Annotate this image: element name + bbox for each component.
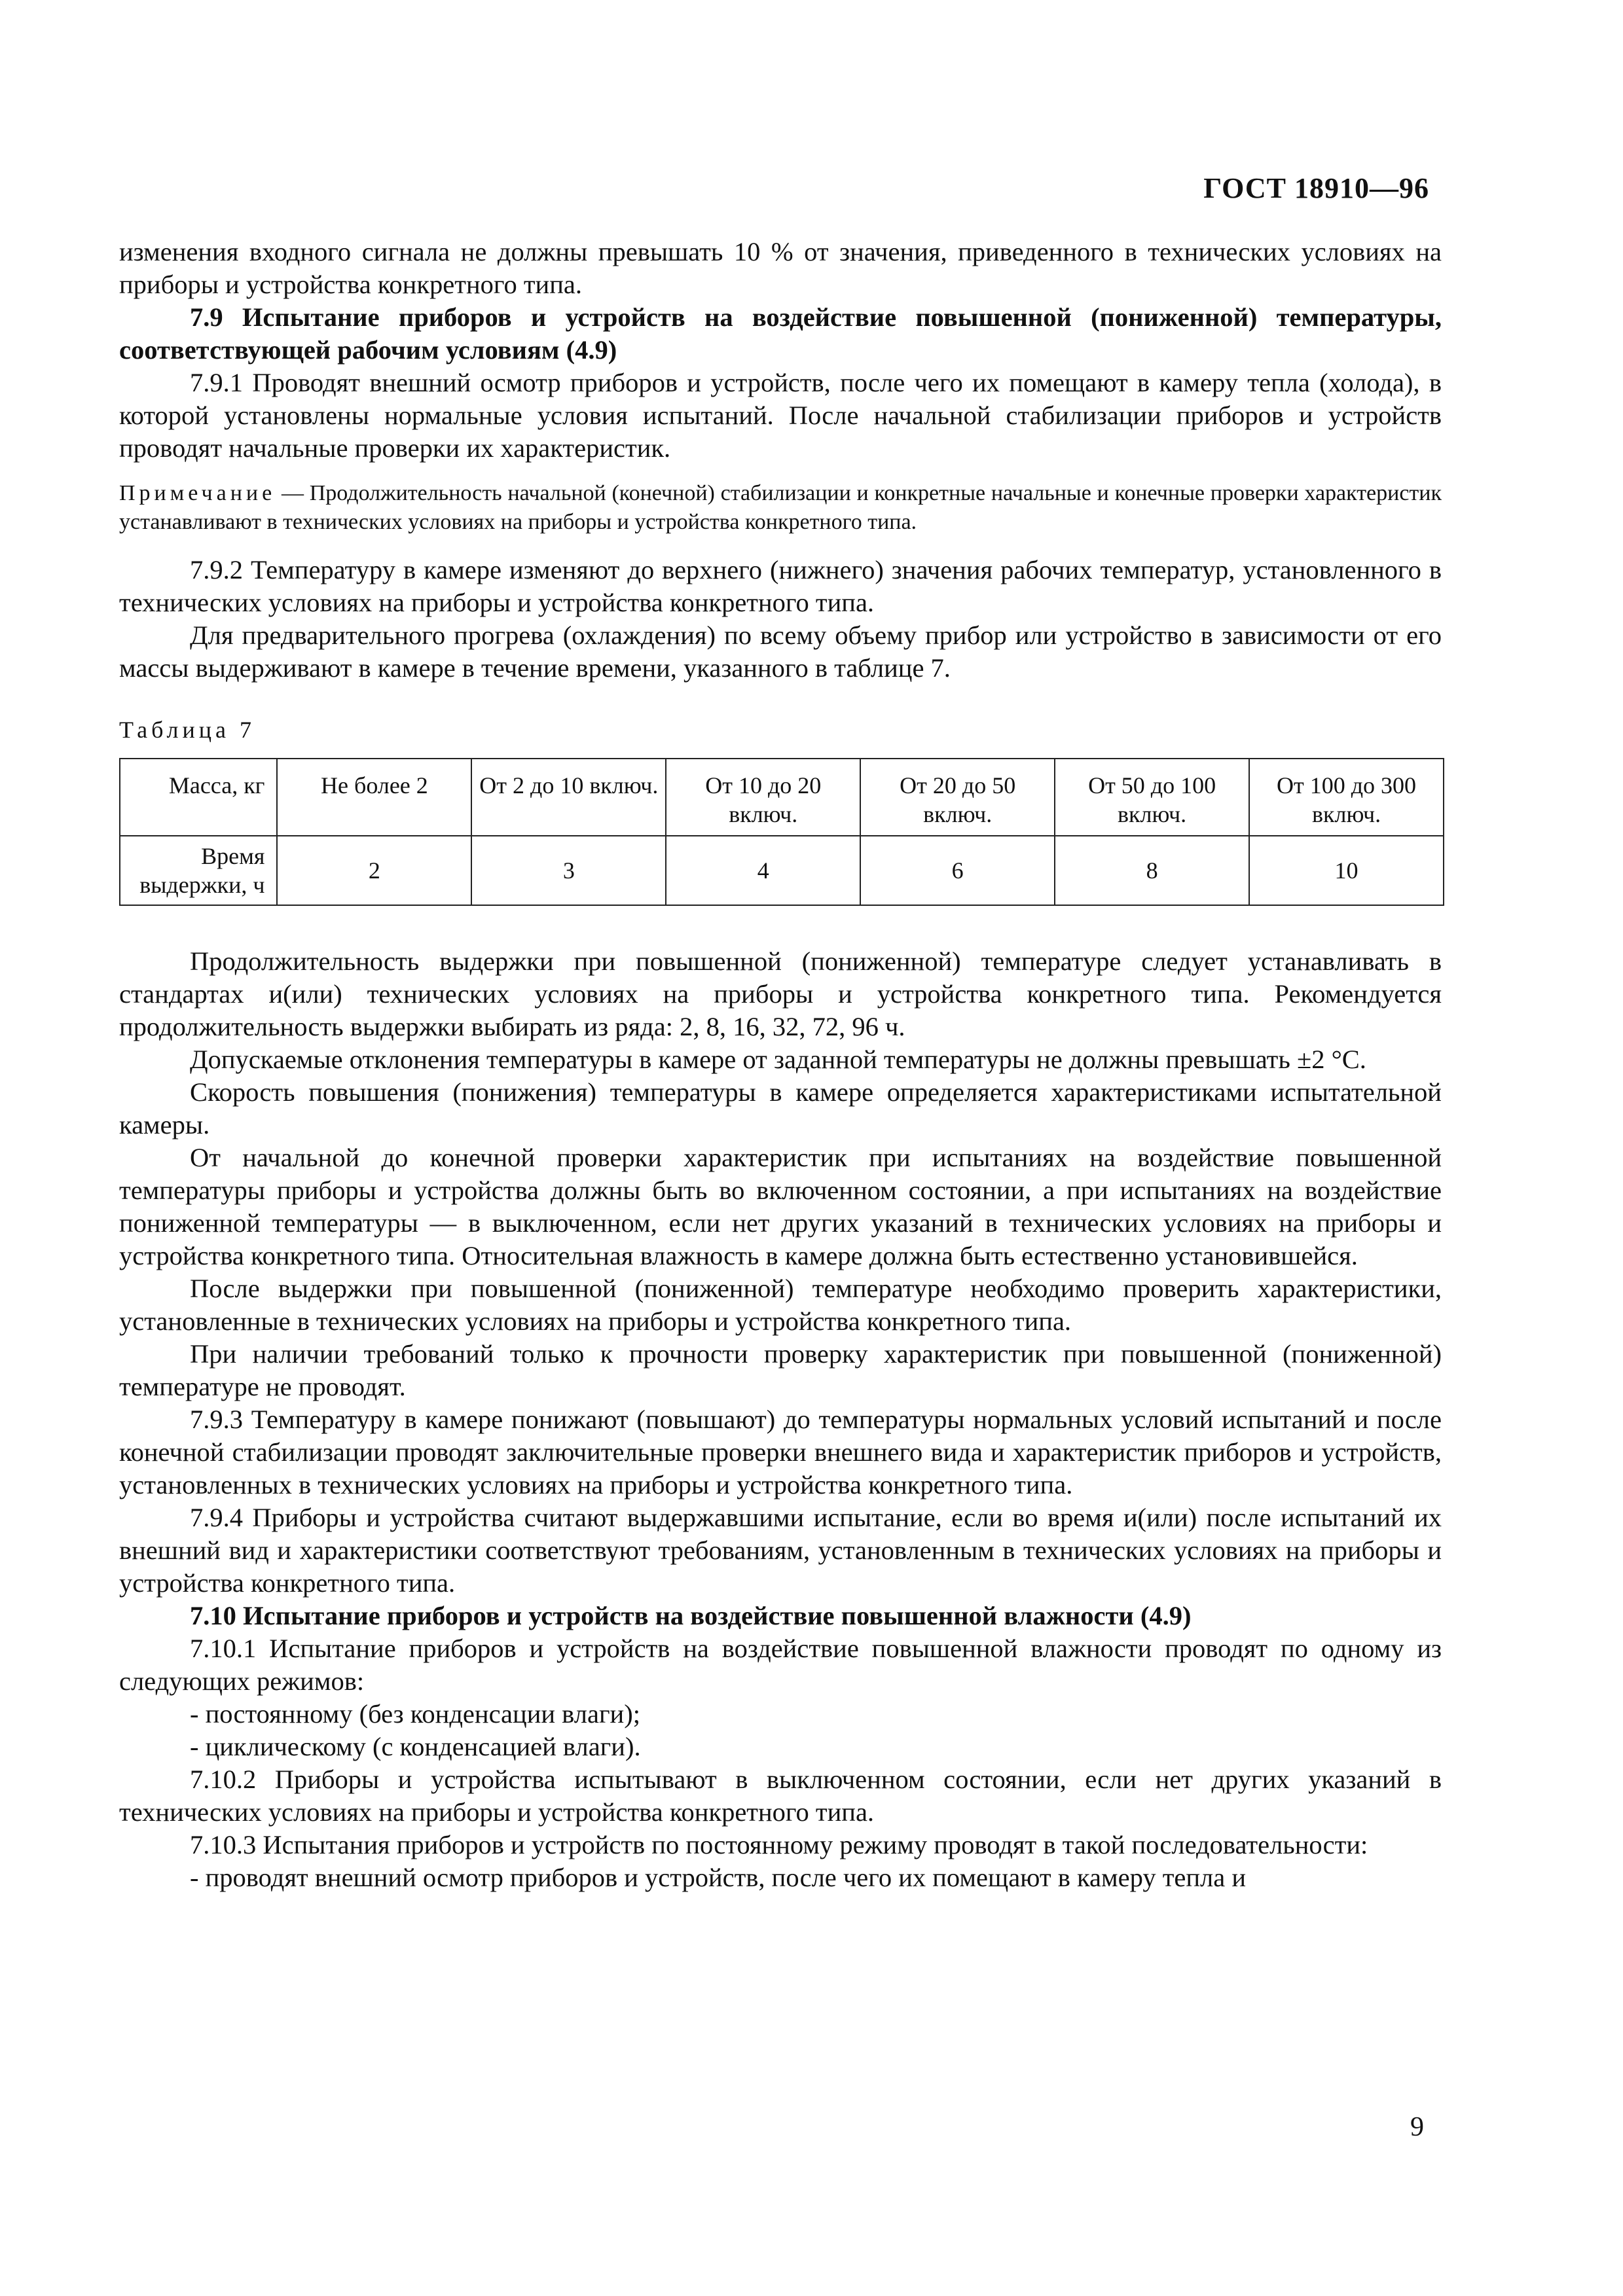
note-text: — Продолжительность начальной (конечной) стабилизации и конкретные начальные и конечные проверки характеристик устанавливают в технических условиях на приборы и устройства конкретного типа.	[119, 481, 1442, 534]
list-item: - проводят внешний осмотр приборов и устройств, после чего их помещают в камеру тепла и	[190, 1863, 1247, 1892]
table-cell: 2	[277, 836, 471, 905]
paragraph-strength: При наличии требований только к прочности проверку характеристик при повышенной (пониженной) температуре не проводят.	[119, 1339, 1442, 1401]
document-body	[119, 236, 1442, 1894]
table-row-time	[120, 836, 1444, 905]
table-cell: От 2 до 10 включ.	[471, 759, 666, 836]
table-row-mass	[120, 759, 1444, 836]
paragraph-after: После выдержки при повышенной (пониженной) температуре необходимо проверить характеристики, установленные в технических условиях на приборы и устройства конкретного типа.	[119, 1274, 1442, 1336]
list-item: - циклическому (с конденсацией влаги).	[190, 1732, 641, 1761]
paragraph-7-9-3: 7.9.3 Температуру в камере понижают (повышают) до температуры нормальных условий испытаний и после конечной стабилизации проводят заключительные проверки внешнего вида и характеристик приборов и устройств, установленных в технических условиях на приборы и устройства конкретного типа.	[119, 1405, 1442, 1499]
paragraph-7-10-2: 7.10.2 Приборы и устройства испытывают в выключенном состоянии, если нет других указаний в технических условиях на приборы и устройства конкретного типа.	[119, 1765, 1442, 1827]
table-cell: 10	[1249, 836, 1444, 905]
paragraph-7-10-1: 7.10.1 Испытание приборов и устройств на воздействие повышенной влажности проводят по одному из следующих режимов:	[119, 1634, 1442, 1696]
paragraph-prewarm: Для предварительного прогрева (охлаждения) по всему объему прибор или устройство в зависимости от его массы выдерживают в камере в течение времени, указанного в таблице 7.	[119, 620, 1442, 683]
paragraph-state: От начальной до конечной проверки характеристик при испытаниях на воздействие повышенной температуры приборы и устройства должны быть во включенном состоянии, а при испытаниях на воздействие пониженной температуры — в выключенном, если нет других указаний в технических условиях на приборы и устройства конкретного типа. Относительная влажность в камере должна быть естественно установившейся.	[119, 1143, 1442, 1270]
table-cell: 8	[1055, 836, 1249, 905]
table-cell: От 50 до 100 включ.	[1055, 759, 1249, 836]
paragraph-duration: Продолжительность выдержки при повышенной (пониженной) температуре следует устанавливать в стандартах и(или) технических условиях на приборы и устройства конкретного типа. Рекомендуется продолжительность выдержки выбирать из ряда: 2, 8, 16, 32, 72, 96 ч.	[119, 946, 1442, 1041]
paragraph-7-9-4: 7.9.4 Приборы и устройства считают выдержавшими испытание, если во время и(или) после испытаний их внешний вид и характеристики соответствуют требованиям, установленным в технических условиях на приборы и устройства конкретного типа.	[119, 1503, 1442, 1598]
table-row-header: Масса, кг	[120, 759, 277, 836]
list-item: - постоянному (без конденсации влаги);	[190, 1699, 640, 1729]
table-7	[119, 758, 1444, 906]
section-heading-7-10: 7.10 Испытание приборов и устройств на воздействие повышенной влажности (4.9)	[190, 1601, 1192, 1630]
table-cell: Не более 2	[277, 759, 471, 836]
standard-designation: ГОСТ 18910—96	[1203, 172, 1429, 204]
paragraph-7-9-1: 7.9.1 Проводят внешний осмотр приборов и устройств, после чего их помещают в камеру тепла (холода), в которой установлены нормальные условия испытаний. После начальной стабилизации приборов и устройств проводят начальные проверки их характеристик.	[119, 368, 1442, 463]
note-label: Примечание	[119, 481, 276, 505]
section-heading-7-9: 7.9 Испытание приборов и устройств на воздействие повышенной (пониженной) температуры, соответствующей рабочим условиям (4.9)	[119, 302, 1442, 365]
table-row-header: Время выдержки, ч	[120, 836, 277, 905]
table-cell: 4	[666, 836, 860, 905]
table-cell: От 100 до 300 включ.	[1249, 759, 1444, 836]
table-cell: 6	[860, 836, 1055, 905]
paragraph-deviation: Допускаемые отклонения температуры в камере от заданной температуры не должны превышать ±2 °С.	[190, 1045, 1366, 1074]
paragraph-speed: Скорость повышения (понижения) температуры в камере определяется характеристиками испытательной камеры.	[119, 1077, 1442, 1139]
note	[119, 479, 1442, 537]
paragraph-7-10-3: 7.10.3 Испытания приборов и устройств по постоянному режиму проводят в такой последовательности:	[190, 1830, 1368, 1859]
paragraph-continuation: изменения входного сигнала не должны превышать 10 % от значения, приведенного в технических условиях на приборы и устройства конкретного типа.	[119, 237, 1442, 299]
table-cell: От 10 до 20 включ.	[666, 759, 860, 836]
table-caption: Таблица 7	[119, 717, 255, 743]
paragraph-7-9-2: 7.9.2 Температуру в камере изменяют до верхнего (нижнего) значения рабочих температур, установленного в технических условиях на приборы и устройства конкретного типа.	[119, 555, 1442, 617]
table-cell: 3	[471, 836, 666, 905]
table-cell: От 20 до 50 включ.	[860, 759, 1055, 836]
page-number: 9	[1410, 2112, 1424, 2142]
